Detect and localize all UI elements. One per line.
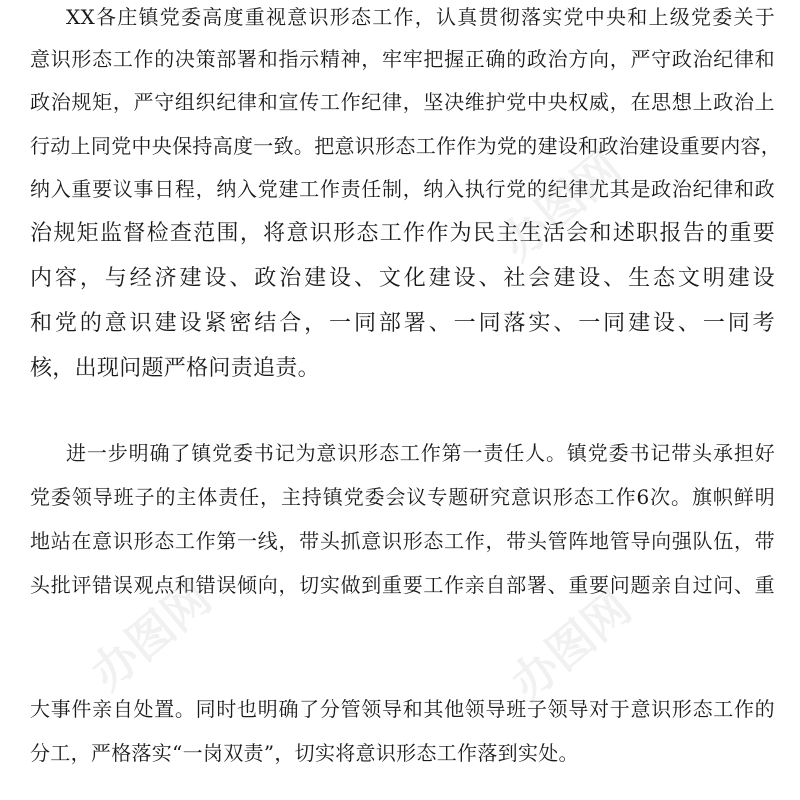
watermark: 办图网: [490, 140, 632, 271]
paragraph-1-line-3: 政治规矩，严守组织纪律和宣传工作纪律，坚决维护党中央权威，在思想上政治上: [30, 90, 775, 114]
paragraph-2-line-6: 分工，严格落实“一岗双责”，切实将意识形态工作落到实处。: [30, 741, 579, 765]
paragraph-1-line-9: 核，出现问题严格问责追责。: [30, 356, 320, 381]
watermark: 办图网: [80, 570, 222, 701]
paragraph-2-line-3: 地站在意识形态工作第一线，带头抓意识形态工作，带头管阵地管导向强队伍，带: [30, 529, 775, 553]
paragraph-1-line-2: 意识形态工作的决策部署和指示精神，牢牢把握正确的政治方向，严守政治纪律和: [30, 47, 775, 71]
paragraph-1-line-5: 纳入重要议事日程，纳入党建工作责任制，纳入执行党的纪律尤其是政治纪律和政: [30, 177, 775, 201]
paragraph-1-line-4: 行动上同党中央保持高度一致。把意识形态工作作为党的建设和政治建设重要内容，: [30, 134, 782, 158]
paragraph-1-line-7: 内容，与经济建设、政治建设、文化建设、社会建设、生态文明建设: [30, 266, 775, 291]
paragraph-1-line-1: XX各庄镇党委高度重视意识形态工作，认真贯彻落实党中央和上级党委关于: [66, 5, 775, 29]
paragraph-1-line-8: 和党的意识建设紧密结合，一同部署、一同落实、一同建设、一同考: [30, 311, 775, 336]
paragraph-2-line-1: 进一步明确了镇党委书记为意识形态工作第一责任人。镇党委书记带头承担好: [66, 441, 775, 465]
paragraph-2-line-5: 大事件亲自处置。同时也明确了分管领导和其他领导班子领导对于意识形态工作的: [30, 697, 775, 721]
paragraph-2-line-2: 党委领导班子的主体责任，主持镇党委会议专题研究意识形态工作6次。旗帜鲜明: [30, 485, 775, 509]
paragraph-1-line-6: 治规矩监督检查范围，将意识形态工作作为民主生活会和述职报告的重要: [30, 221, 775, 246]
paragraph-2-line-4: 头批评错误观点和错误倾向，切实做到重要工作亲自部署、重要问题亲自过问、重: [30, 573, 775, 597]
watermark: 办图网: [500, 580, 642, 711]
